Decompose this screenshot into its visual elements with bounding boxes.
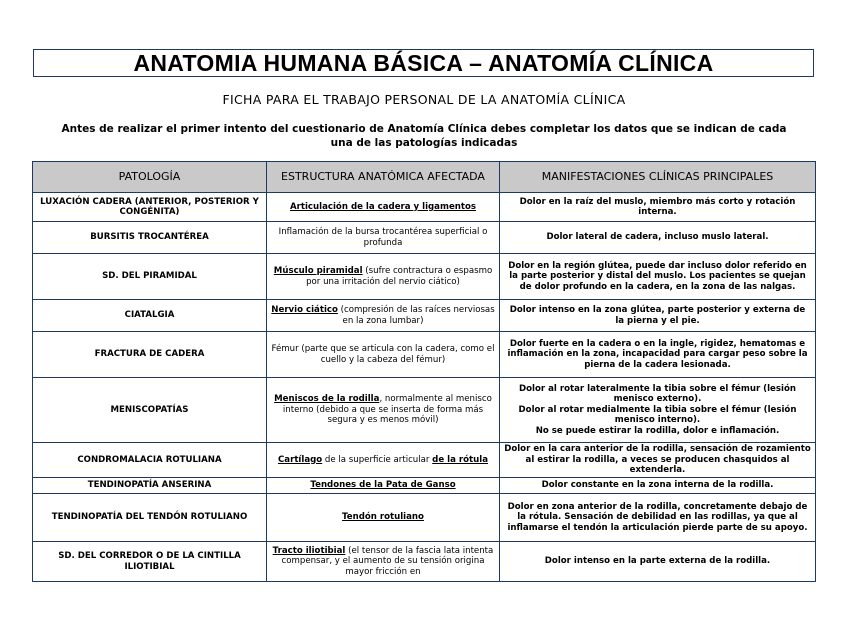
cell-manifestaciones xyxy=(500,542,816,582)
table-row xyxy=(33,222,816,254)
cell-patologia: TENDINOPATÍA ANSERINA xyxy=(33,478,267,494)
cell-patologia: CIATALGIA xyxy=(33,300,267,332)
cell-estructura xyxy=(267,300,500,332)
cell-patologia: SD. DEL PIRAMIDAL xyxy=(33,254,267,300)
cell-estructura xyxy=(267,378,500,443)
estructura-highlight: Nervio ciático xyxy=(271,305,338,316)
cell-manifestaciones xyxy=(500,300,816,332)
intro-text xyxy=(30,122,818,150)
table-row xyxy=(33,378,816,443)
header-patologia: PATOLOGÍA xyxy=(33,162,267,193)
cell-patologia: MENISCOPATÍAS xyxy=(33,378,267,443)
table-row xyxy=(33,542,816,582)
table-row xyxy=(33,494,816,542)
cell-manifestaciones xyxy=(500,193,816,222)
manifestacion-line: Dolor al rotar lateralmente la tibia sobre el fémur (lesión menisco externo). xyxy=(519,383,796,405)
cell-patologia: TENDINOPATÍA DEL TENDÓN ROTULIANO xyxy=(33,494,267,542)
cell-estructura xyxy=(267,193,500,222)
manifestacion-line: No se puede estirar la rodilla, dolor e inflamación. xyxy=(535,425,780,436)
cell-estructura xyxy=(267,542,500,582)
estructura-highlight: Articulación de la cadera y ligamentos xyxy=(289,201,477,212)
cell-estructura xyxy=(267,478,500,494)
document-title: ANATOMIA HUMANA BÁSICA – ANATOMÍA CLÍNICA xyxy=(133,49,714,76)
cell-manifestaciones xyxy=(500,494,816,542)
cell-patologia: BURSITIS TROCANTÉREA xyxy=(33,222,267,254)
estructura-highlight: Cartílago xyxy=(277,454,323,465)
header-manifestaciones: MANIFESTACIONES CLÍNICAS PRINCIPALES xyxy=(500,162,816,193)
manifestacion-line: Dolor en zona anterior de la rodilla, concretamente debajo de la rótula. Sensación de debilidad en las rodillas, ya que al inflamarse el tendón la articulación pierde parte de su apoyo. xyxy=(507,501,808,533)
cell-estructura xyxy=(267,443,500,478)
table-row xyxy=(33,478,816,494)
table-body xyxy=(33,193,816,582)
cell-manifestaciones xyxy=(500,254,816,300)
cell-manifestaciones xyxy=(500,378,816,443)
table-row xyxy=(33,300,816,332)
estructura-highlight: Tendón rotuliano xyxy=(342,512,424,523)
cell-estructura xyxy=(267,332,500,378)
manifestacion-line: Dolor en la raíz del muslo, miembro más corto y rotación interna. xyxy=(519,196,796,217)
cell-manifestaciones xyxy=(500,443,816,478)
manifestacion-line: Dolor en la región glútea, puede dar incluso dolor referido en la parte posterior y distal del muslo. Los pacientes se quejan de dolor profundo en la cadera, en la zona de las nalgas. xyxy=(508,260,807,292)
table-row xyxy=(33,193,816,222)
cell-patologia: CONDROMALACIA ROTULIANA xyxy=(33,443,267,478)
cell-manifestaciones xyxy=(500,332,816,378)
document-subtitle: FICHA PARA EL TRABAJO PERSONAL DE LA ANATOMÍA CLÍNICA xyxy=(222,92,626,107)
pathology-table xyxy=(32,161,816,582)
estructura-detail: (el tensor de la fascia lata intenta compensar, y el aumento de su tensión origina mayor fricción en xyxy=(281,545,494,577)
estructura-highlight: Tendones de la Pata de Ganso xyxy=(310,480,456,491)
cell-manifestaciones xyxy=(500,478,816,494)
manifestacion-line: Dolor constante en la zona interna de la rodilla. xyxy=(541,480,774,491)
intro-line: una de las patologías indicadas xyxy=(330,137,518,149)
estructura-detail: Inflamación de la bursa trocantérea superficial o profunda xyxy=(278,227,488,248)
document-title-box xyxy=(33,49,814,77)
cell-patologia: SD. DEL CORREDOR O DE LA CINTILLA ILIOTIBIAL xyxy=(33,542,267,582)
estructura-detail: , normalmente al menisco interno (debido a que se inserta de forma más segura y es menos móvil) xyxy=(282,394,492,426)
intro-line: Antes de realizar el primer intento del cuestionario de Anatomía Clínica debes completar los datos que se indican de cada xyxy=(61,123,787,135)
estructura-highlight: Meniscos de la rodilla xyxy=(274,394,380,405)
estructura-detail: (compresión de las raíces nerviosas en la zona lumbar) xyxy=(337,305,495,326)
manifestacion-line: Dolor fuerte en la cadera o en la ingle, rigidez, hematomas e inflamación en la zona, incapacidad para cargar peso sobre la pierna de la cadera lesionada. xyxy=(507,338,808,370)
estructura-detail: (sufre contractura o espasmo por una irritación del nervio ciático) xyxy=(306,266,493,287)
estructura-detail: Fémur (parte que se articula con la cadera, como el cuello y la cabeza del fémur) xyxy=(271,344,495,365)
table-header-row xyxy=(33,162,816,193)
header-estructura: ESTRUCTURA ANATÓMICA AFECTADA xyxy=(267,162,500,193)
estructura-highlight: Músculo piramidal xyxy=(273,266,363,277)
manifestacion-line: Dolor intenso en la parte externa de la rodilla. xyxy=(544,556,771,567)
manifestacion-line: Dolor al rotar medialmente la tibia sobre el fémur (lesión menisco interno). xyxy=(518,404,797,426)
cell-patologia: LUXACIÓN CADERA (ANTERIOR, POSTERIOR Y CONGÉNITA) xyxy=(33,193,267,222)
table-row xyxy=(33,332,816,378)
manifestacion-line: Dolor en la cara anterior de la rodilla, sensación de rozamiento al estirar la rodilla, a veces se producen chasquidos al extenderla. xyxy=(504,444,811,476)
cell-estructura xyxy=(267,494,500,542)
cell-patologia: FRACTURA DE CADERA xyxy=(33,332,267,378)
cell-estructura xyxy=(267,222,500,254)
estructura-highlight: Tracto iliotibial xyxy=(272,545,346,556)
manifestacion-line: Dolor intenso en la zona glútea, parte posterior y externa de la pierna y el pie. xyxy=(509,305,806,326)
cell-manifestaciones xyxy=(500,222,816,254)
table-row xyxy=(33,443,816,478)
cell-estructura xyxy=(267,254,500,300)
estructura-highlight: de la rótula xyxy=(432,454,488,465)
estructura-detail: de la superficie articular xyxy=(322,454,433,465)
table-row xyxy=(33,254,816,300)
manifestacion-line: Dolor lateral de cadera, incluso muslo lateral. xyxy=(546,232,769,243)
